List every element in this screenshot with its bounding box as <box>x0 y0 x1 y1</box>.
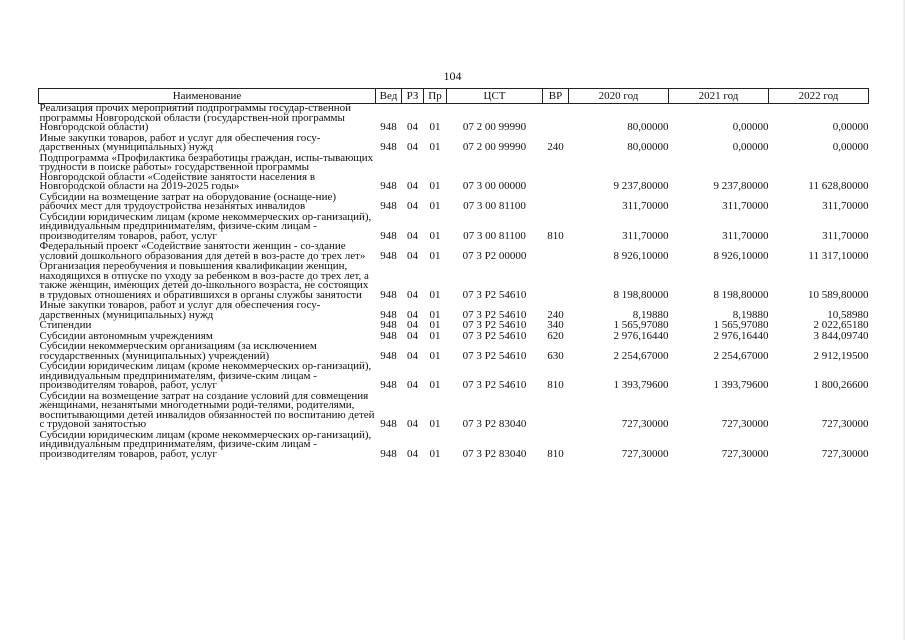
cell-y2020: 311,70000 <box>622 229 669 242</box>
cell-y2022: 727,30000 <box>821 447 869 460</box>
cell-rz: 04 <box>407 141 418 153</box>
cell-y2022: 1 800,26600 <box>813 379 869 391</box>
cell-y2022: 3 844,09740 <box>813 329 869 342</box>
cell-y2022: 2 022,65180 <box>813 319 869 331</box>
cell-pr: 01 <box>429 288 441 301</box>
header-2022: 2022 год <box>769 89 869 104</box>
cell-pr: 01 <box>429 379 441 391</box>
cell-y2021: 0,00000 <box>732 141 769 153</box>
cell-pr: 01 <box>429 447 441 460</box>
cell-rz: 04 <box>407 349 418 362</box>
cell-vr: 810 <box>547 447 564 460</box>
cell-y2021: 2 254,67000 <box>713 349 769 362</box>
cell-ved: 948 <box>380 249 397 262</box>
cell-y2021: 1 565,97080 <box>713 319 769 331</box>
cell-ved: 948 <box>380 121 397 133</box>
header-pr: Пр <box>424 89 447 104</box>
cell-y2020: 727,30000 <box>621 418 669 430</box>
cell-cst: 07 3 P2 54610 <box>462 288 527 301</box>
cell-y2021: 1 393,79600 <box>713 379 769 391</box>
cell-cst: 07 3 P2 54610 <box>462 308 527 321</box>
table-row <box>39 193 869 213</box>
budget-table <box>38 88 869 460</box>
table-row <box>39 362 869 392</box>
cell-ved: 948 <box>380 308 397 321</box>
cell-name: Субсидии юридическим лицам (кроме некоммерческих ор-ганизаций), индивидуальным предпринимателям, физиче-ским лицам - производителям товаров, работ, услуг <box>39 210 372 242</box>
cell-rz: 04 <box>407 288 418 301</box>
cell-name: Подпрограмма «Профилактика безработицы граждан, испы-тывающих трудности в поиске работы» государственной программы Новгородской области «Содействие занятости населения в Новгородской области на 2019-2025 годы» <box>39 151 374 192</box>
cell-rz: 04 <box>407 229 418 242</box>
cell-ved: 948 <box>380 379 397 391</box>
cell-vr: 620 <box>547 329 564 342</box>
cell-y2021: 311,70000 <box>722 229 769 242</box>
cell-ved: 948 <box>380 447 397 460</box>
cell-y2022: 11 317,10000 <box>808 249 869 262</box>
cell-y2022: 11 628,80000 <box>808 180 869 192</box>
cell-y2020: 2 976,16440 <box>613 329 669 342</box>
header-ved: Вед <box>376 89 402 104</box>
cell-pr: 01 <box>429 418 441 430</box>
header-vr: ВР <box>543 89 569 104</box>
cell-vr: 340 <box>547 319 564 331</box>
cell-y2022: 10 589,80000 <box>808 288 869 301</box>
cell-pr: 01 <box>429 121 441 133</box>
cell-rz: 04 <box>407 308 418 321</box>
cell-y2022: 0,00000 <box>832 141 869 153</box>
cell-name: Субсидии юридическим лицам (кроме некоммерческих ор-ганизаций), индивидуальным предпринимателям, физиче-ским лицам - производителям товаров, работ, услуг <box>39 360 372 391</box>
cell-pr: 01 <box>429 319 441 331</box>
header-rz: РЗ <box>402 89 424 104</box>
cell-ved: 948 <box>380 141 397 153</box>
cell-y2021: 2 976,16440 <box>713 329 769 342</box>
cell-y2020: 1 565,97080 <box>613 319 669 331</box>
header-2021: 2021 год <box>669 89 769 104</box>
table-row <box>39 262 869 301</box>
cell-y2020: 2 254,67000 <box>613 349 669 362</box>
cell-vr <box>543 154 569 193</box>
cell-ved: 948 <box>380 329 397 342</box>
cell-ved: 948 <box>380 229 397 242</box>
cell-y2022: 10,58980 <box>827 308 869 321</box>
cell-vr: 240 <box>547 308 564 321</box>
header-cst: ЦСТ <box>447 89 543 104</box>
cell-vr <box>543 104 569 134</box>
table-row <box>39 301 869 321</box>
cell-y2020: 80,00000 <box>627 121 669 133</box>
cell-y2021: 8 198,80000 <box>713 288 769 301</box>
header-2020: 2020 год <box>569 89 669 104</box>
cell-pr: 01 <box>429 308 441 321</box>
cell-name: Иные закупки товаров, работ и услуг для обеспечения госу-дарственных (муниципальных) нужд <box>39 131 321 153</box>
table-row <box>39 242 869 262</box>
cell-y2021: 727,30000 <box>721 418 769 430</box>
cell-ved: 948 <box>380 418 397 430</box>
cell-rz: 04 <box>407 121 418 133</box>
cell-name: Субсидии автономным учреждениям <box>39 329 213 342</box>
cell-vr: 810 <box>547 229 564 242</box>
cell-rz: 04 <box>407 249 418 262</box>
cell-name: Иные закупки товаров, работ и услуг для обеспечения госу-дарственных (муниципальных) нужд <box>39 299 321 321</box>
cell-rz: 04 <box>407 379 418 391</box>
cell-cst: 07 3 P2 83040 <box>462 418 527 430</box>
cell-y2022: 2 912,19500 <box>813 349 869 362</box>
cell-ved: 948 <box>380 180 397 192</box>
cell-y2021: 0,00000 <box>732 121 769 133</box>
cell-rz: 04 <box>407 447 418 460</box>
cell-name: Субсидии на возмещение затрат на создание условий для совмещения женщинами, незанятыми многодетными роди-телями, родителями, воспитывающими детей инвалидов обязанностей по воспитанию детей с трудовой занятостью <box>39 389 375 430</box>
cell-rz: 04 <box>407 418 418 430</box>
cell-y2020: 727,30000 <box>621 447 669 460</box>
table-body <box>39 104 869 461</box>
cell-pr: 01 <box>429 349 441 362</box>
cell-y2021: 311,70000 <box>722 200 769 212</box>
cell-name: Организация переобучения и повышения квалификации женщин, находящихся в отпуске по уходу за ребенком в воз-расте до трех лет, а также женщин, имеющих детей до-школьного возраста, не состоящих в трудовых отношениях и обратившихся в органы службы занятости <box>39 260 369 301</box>
cell-cst: 07 2 00 99990 <box>462 141 527 153</box>
cell-cst: 07 3 00 00000 <box>462 180 527 192</box>
cell-vr <box>543 392 569 431</box>
cell-y2021: 727,30000 <box>721 447 769 460</box>
cell-cst: 07 3 P2 54610 <box>462 349 527 362</box>
table-row <box>39 154 869 193</box>
cell-rz: 04 <box>407 180 418 192</box>
table-row <box>39 392 869 431</box>
cell-y2020: 8 198,80000 <box>613 288 669 301</box>
cell-name: Субсидии некоммерческим организациям (за исключением государственных (муниципальных) учреждений) <box>39 340 317 362</box>
cell-rz: 04 <box>407 319 418 331</box>
cell-pr: 01 <box>429 229 441 242</box>
cell-rz: 04 <box>407 200 418 212</box>
table-row <box>39 104 869 134</box>
cell-name: Федеральный проект «Содействие занятости женщин - со-здание условий дошкольного образования для детей в воз-расте до трех лет» <box>39 240 366 262</box>
cell-cst: 07 3 P2 54610 <box>462 379 527 391</box>
cell-cst: 07 3 00 81100 <box>463 229 526 242</box>
page-number: 104 <box>443 69 462 83</box>
cell-name: Стипендии <box>39 319 92 331</box>
cell-vr: 810 <box>547 379 564 391</box>
cell-rz: 04 <box>407 329 418 342</box>
cell-name: Субсидии юридическим лицам (кроме некоммерческих ор-ганизаций), индивидуальным предпринимателям, физиче-ским лицам - производителям товаров, работ, услуг <box>39 428 372 460</box>
cell-cst: 07 3 00 81100 <box>463 200 526 212</box>
cell-pr: 01 <box>429 200 441 212</box>
cell-pr: 01 <box>429 180 441 192</box>
cell-cst: 07 2 00 99990 <box>462 121 527 133</box>
cell-y2022: 0,00000 <box>832 121 869 133</box>
header-name: Наименование <box>39 89 376 104</box>
cell-vr <box>543 242 569 262</box>
cell-ved: 948 <box>380 200 397 212</box>
cell-cst: 07 3 P2 00000 <box>462 249 527 262</box>
cell-cst: 07 3 P2 83040 <box>462 447 527 460</box>
cell-y2021: 8,19880 <box>732 308 769 321</box>
cell-y2022: 727,30000 <box>821 418 869 430</box>
cell-y2020: 8,19880 <box>632 308 669 321</box>
cell-y2020: 8 926,10000 <box>613 249 669 262</box>
cell-ved: 948 <box>380 349 397 362</box>
cell-pr: 01 <box>429 249 441 262</box>
table-row <box>39 431 869 461</box>
cell-y2022: 311,70000 <box>822 200 869 212</box>
cell-name: Субсидии на возмещение затрат на оборудование (оснаще-ние) рабочих мест для трудоустройства незанятых инвалидов <box>39 190 337 212</box>
cell-y2020: 80,00000 <box>627 141 669 153</box>
table-row <box>39 213 869 243</box>
cell-y2020: 311,70000 <box>622 200 669 212</box>
table-row <box>39 342 869 362</box>
cell-cst: 07 3 P2 54610 <box>462 329 527 342</box>
cell-vr <box>543 262 569 301</box>
cell-vr: 630 <box>547 349 564 362</box>
cell-pr: 01 <box>429 141 441 153</box>
cell-vr: 240 <box>547 141 564 153</box>
cell-vr <box>543 193 569 213</box>
cell-cst: 07 3 P2 54610 <box>462 319 527 331</box>
cell-pr: 01 <box>429 329 441 342</box>
cell-y2020: 9 237,80000 <box>613 180 669 192</box>
cell-ved: 948 <box>380 319 397 331</box>
cell-ved: 948 <box>380 288 397 301</box>
cell-y2022: 311,70000 <box>822 229 869 242</box>
table-row <box>39 134 869 154</box>
cell-y2021: 8 926,10000 <box>713 249 769 262</box>
cell-y2021: 9 237,80000 <box>713 180 769 192</box>
cell-y2020: 1 393,79600 <box>613 379 669 391</box>
cell-name: Реализация прочих мероприятий подпрограммы государ-ственной программы Новгородской области (государствен-ной программы Новгородской области) <box>39 102 352 133</box>
